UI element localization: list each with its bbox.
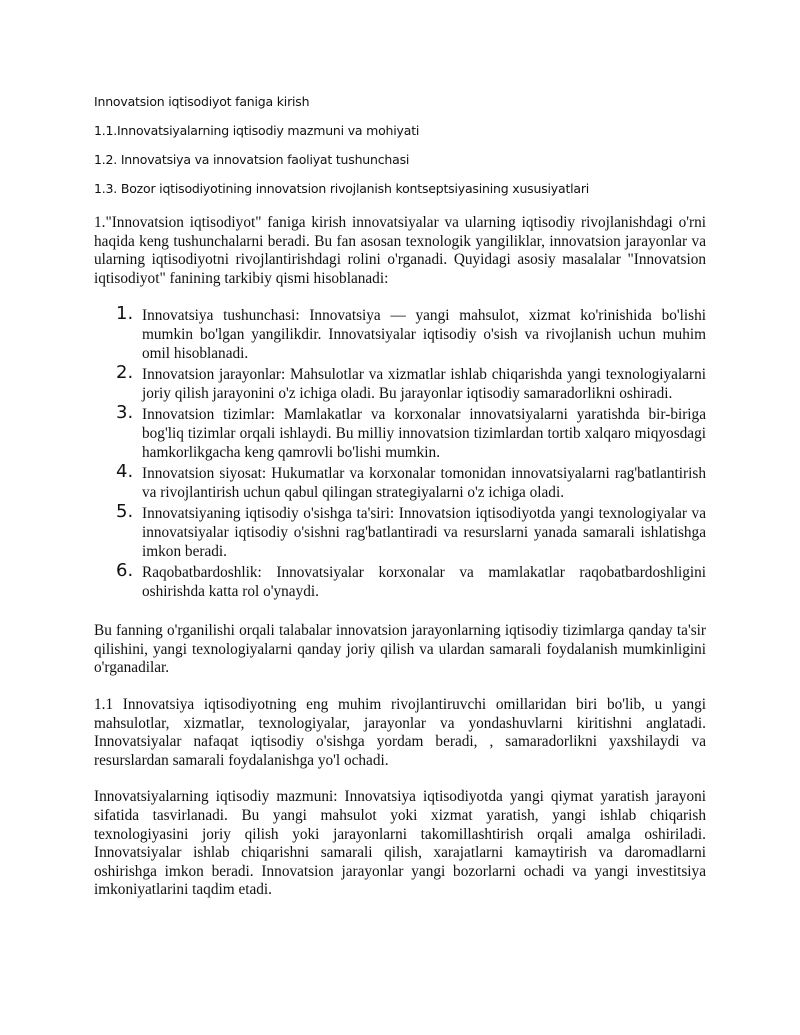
document-page — [94, 94, 706, 900]
toc-item: 1.2. Innovatsiya va innovatsion faoliyat tushunchasi — [94, 152, 410, 167]
toc-item: 1.3. Bozor iqtisodiyotining innovatsion rivojlanish kontseptsiyasining xususiyatlari — [94, 181, 590, 196]
list-number: 6. — [116, 560, 134, 582]
list-item — [94, 362, 706, 403]
list-number: 3. — [116, 402, 134, 424]
toc-title: Innovatsion iqtisodiyot faniga kirish — [94, 94, 310, 109]
topics-list — [94, 303, 706, 601]
list-item — [94, 402, 706, 462]
toc-item: 1.1.Innovatsiyalarning iqtisodiy mazmuni va mohiyati — [94, 123, 420, 138]
list-number: 5. — [116, 501, 134, 523]
list-item-text: Innovatsiyaning iqtisodiy o'sishga ta'siri: Innovatsion iqtisodiyotda yangi texnologiyalar va innovatsiyalar iqtisodiy o'sishni rag'batlantiradi va resurslarni yanada samarali ishlatishga imkon beradi. — [142, 505, 706, 560]
list-item — [94, 461, 706, 502]
intro-paragraph: 1."Innovatsion iqtisodiyot" faniga kirish innovatsiyalar va ularning iqtisodiy rivojlanishdagi o'rni haqida keng tushunchalarni beradi. Bu fan asosan texnologik yangiliklar, innovatsion jarayonlar va ularning iqtisodiyotni rivojlantirishdagi rolini o'rganadi. Quyidagi asosiy masalalar "Innovatsion iqtisodiyot" fanining tarkibiy qismi hisoblanadi: — [94, 214, 706, 287]
after-list-paragraph: Bu fanning o'rganilishi orqali talabalar innovatsion jarayonlarning iqtisodiy tizimlarga qanday ta'sir qilishini, yangi texnologiyalarni qanday joriy qilish va ulardan samarali foydalanish mumkinligini o'rganadilar. — [94, 622, 706, 677]
list-item-text: Innovatsion jarayonlar: Mahsulotlar va xizmatlar ishlab chiqarishda yangi texnologiyalarni joriy qilish jarayonini o'z ichiga oladi. Bu jarayonlar iqtisodiy samaradorlikni oshiradi. — [142, 366, 706, 402]
list-item — [94, 303, 706, 363]
list-number: 2. — [116, 362, 134, 384]
list-item — [94, 501, 706, 561]
list-item-text: Innovatsion tizimlar: Mamlakatlar va korxonalar innovatsiyalarni yaratishda bir-biriga bog'liq tizimlar orqali ishlaydi. Bu milliy innovatsion tizimlardan tortib xalqaro miqyosdagi hamkorlikgacha keng qamrovli bo'lishi mumkin. — [142, 406, 706, 461]
list-number: 4. — [116, 461, 134, 483]
content-paragraph: Innovatsiyalarning iqtisodiy mazmuni: Innovatsiya iqtisodiyotda yangi qiymat yaratish jarayoni sifatida tasvirlanadi. Bu yangi mahsulot yoki xizmat yaratish, yangi ishlab chiqarish texnologiyasini joriy qilish yoki jarayonlarni takomillashtirish orqali amalga oshiriladi. Innovatsiyalar ishlab chiqarishni samarali qilish, xarajatlarni kamaytirish va daromadlarni oshirishga imkon beradi. Innovatsion jarayonlar yangi bozorlarni ochadi va yangi investitsiya imkoniyatlarini taqdim etadi. — [94, 788, 706, 899]
list-item — [94, 560, 706, 601]
list-item-text: Innovatsiya tushunchasi: Innovatsiya — yangi mahsulot, xizmat ko'rinishida bo'lishi mumkin bo'lgan yangilikdir. Innovatsiyalar iqtisodiy o'sish va rivojlanish uchun muhim omil hisoblanadi. — [142, 307, 706, 362]
table-of-contents — [94, 94, 706, 197]
section-1-1-paragraph: 1.1 Innovatsiya iqtisodiyotning eng muhim rivojlantiruvchi omillaridan biri bo'lib, u yangi mahsulotlar, xizmatlar, texnologiyalar, jarayonlar va yondashuvlarni kiritishni anglatadi. Innovatsiyalar nafaqat iqtisodiy o'sishga yordam beradi, , samaradorlikni yaxshilaydi va resurslardan samarali foydalanishga yo'l ochadi. — [94, 696, 706, 769]
list-item-text: Innovatsion siyosat: Hukumatlar va korxonalar tomonidan innovatsiyalarni rag'batlantirish va rivojlantirish uchun qabul qilingan strategiyalarni o'z ichiga oladi. — [142, 465, 706, 501]
list-item-text: Raqobatbardoshlik: Innovatsiyalar korxonalar va mamlakatlar raqobatbardoshligini oshirishda katta rol o'ynaydi. — [142, 564, 706, 600]
list-number: 1. — [116, 303, 134, 325]
